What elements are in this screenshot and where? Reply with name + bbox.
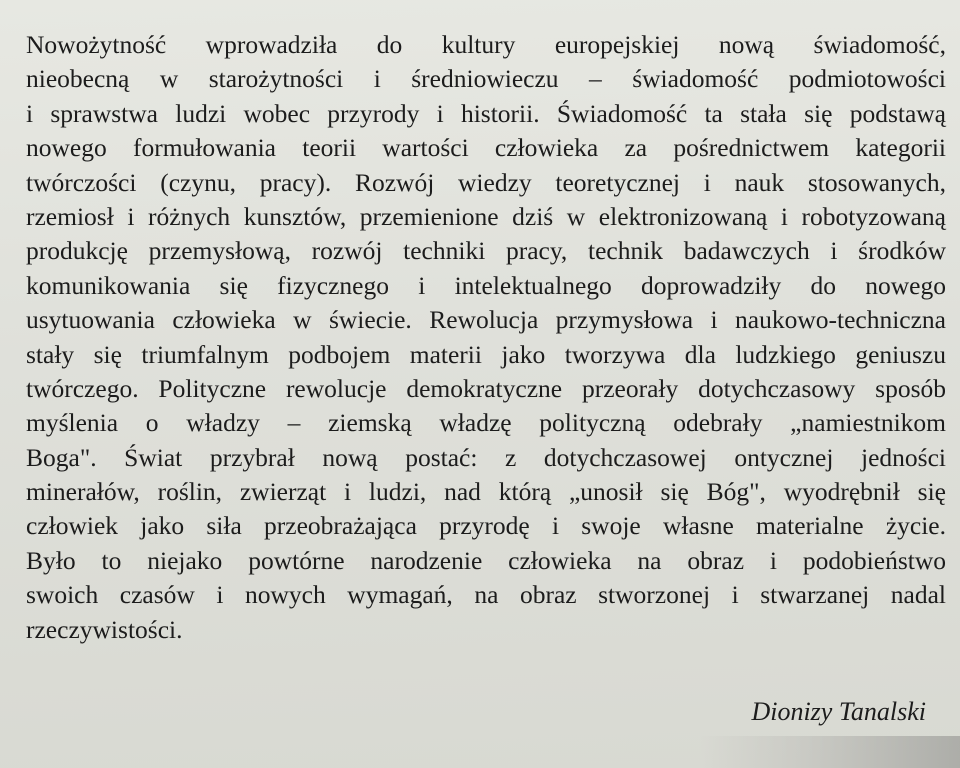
paragraph-line: usytuowania człowieka w świecie. Rewolucja przymysłowa i naukowo-techniczna xyxy=(26,305,946,335)
paragraph-line: swoich czasów i nowych wymagań, na obraz stworzonej i stwarzanej nadal xyxy=(26,580,946,610)
paragraph-line: człowiek jako siła przeobrażająca przyrodę i swoje własne materialne życie. xyxy=(26,511,946,541)
paragraph-line: myślenia o władzy – ziemską władzę polityczną odebrały „namiestnikom xyxy=(26,408,946,438)
paragraph-line: Boga". Świat przybrał nową postać: z dotychczasowej ontycznej jedności xyxy=(26,442,946,472)
worn-page-edge xyxy=(700,736,960,768)
paragraph-line: rzemiosł i różnych kunsztów, przemienione dziś w elektronizowaną i robotyzowaną xyxy=(26,201,946,231)
paragraph-line: produkcję przemysłową, rozwój techniki pracy, technik badawczych i środków xyxy=(26,236,946,266)
paragraph-line-last: rzeczywistości. xyxy=(26,614,183,644)
paragraph-line: stały się triumfalnym podbojem materii jako tworzywa dla ludzkiego geniuszu xyxy=(26,339,946,369)
body-paragraph xyxy=(26,28,946,647)
paragraph-line: Było to niejako powtórne narodzenie człowieka na obraz i podobieństwo xyxy=(26,545,946,575)
paragraph-line: Nowożytność wprowadziła do kultury europejskiej nową świadomość, xyxy=(26,30,946,59)
paragraph-line: komunikowania się fizycznego i intelektualnego doprowadziły do nowego xyxy=(26,270,946,300)
paragraph-line: twórczego. Polityczne rewolucje demokratyczne przeorały dotychczasowy sposób xyxy=(26,373,946,403)
paragraph-line: nieobecną w starożytności i średniowieczu – świadomość podmiotowości xyxy=(26,64,946,94)
paragraph-line: minerałów, roślin, zwierząt i ludzi, nad którą „unosił się Bóg", wyodrębnił się xyxy=(26,477,946,507)
paragraph-line: nowego formułowania teorii wartości człowieka za pośrednictwem kategorii xyxy=(26,133,946,163)
paragraph-line: i sprawstwa ludzi wobec przyrody i historii. Świadomość ta stała się podstawą xyxy=(26,98,946,128)
paragraph-line: twórczości (czynu, pracy). Rozwój wiedzy teoretycznej i nauk stosowanych, xyxy=(26,167,946,197)
author-signature: Dionizy Tanalski xyxy=(751,697,926,726)
